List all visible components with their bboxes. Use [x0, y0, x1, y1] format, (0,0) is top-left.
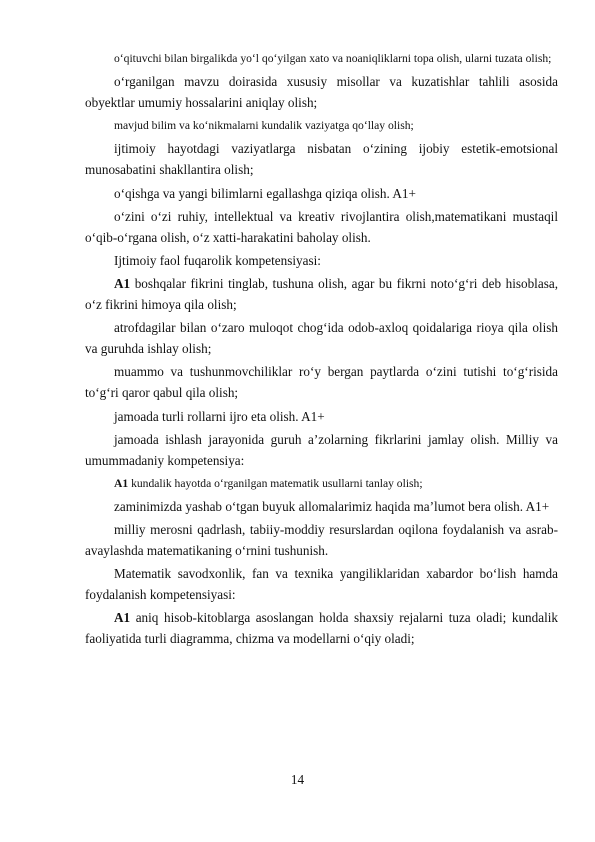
level-label: A1 — [114, 610, 131, 626]
section-heading-math-literacy: Matematik savodxonlik, fan va texnika yangiliklaridan xabardor bo‘lish hamda foydalanish kompetensiyasi: — [85, 566, 558, 603]
page-number: 14 — [290, 772, 305, 787]
paragraph-2: o‘rganilgan mavzu doirasida xususiy misollar va kuzatishlar tahlili asosida obyektlar umumiy hossalarini aniqlay olish; — [85, 74, 558, 111]
document-body — [85, 48, 558, 652]
paragraph-11: jamoada turli rollarni ijro eta olish. A1+ — [114, 408, 325, 424]
paragraph-15: milliy merosni qadrlash, tabiiy-moddiy resurslardan oqilona foydalanish va asrab-avaylashda matematikaning o‘rnini tushunish. — [85, 521, 558, 559]
paragraph-8: A1 boshqalar fikrini tinglab, tushuna olish, agar bu fikrni noto‘g‘ri deb hisoblasa, o‘z fikrini himoya qila olish; — [85, 275, 558, 313]
paragraph-4: ijtimoiy hayotdagi vaziyatlarga nisbatan o‘zining ijobiy estetik-emotsional munosabatini shakllantira olish; — [85, 141, 558, 178]
paragraph-1: o‘qituvchi bilan birgalikda yo‘l qo‘yilgan xato va noaniqliklarni topa olish, ularni tuzata olish; — [114, 52, 552, 65]
paragraph-17: A1 aniq hisob-kitoblarga asoslangan holda shaxsiy rejalarni tuza oladi; kundalik faoliyatida turli diagramma, chizma va modellarni o‘qiy oladi; — [85, 610, 558, 647]
paragraph-3: mavjud bilim va ko‘nikmalarni kundalik vaziyatga qo‘llay olish; — [114, 119, 414, 133]
paragraph-13: A1 kundalik hayotda o‘rganilgan matematik usullarni tanlay olish; — [114, 476, 423, 490]
paragraph-5: o‘qishga va yangi bilimlarni egallashga qiziqa olish. A1+ — [114, 185, 416, 201]
section-heading-civic: Ijtimoiy faol fuqarolik kompetensiyasi: — [114, 252, 321, 268]
paragraph-14: zaminimizda yashab o‘tgan buyuk allomalarimiz haqida ma’lumot bera olish. A1+ — [114, 498, 550, 514]
paragraph-10: muammo va tushunmovchiliklar ro‘y bergan paytlarda o‘zini tutishi to‘g‘risida to‘g‘ri qaror qabul qila olish; — [85, 364, 558, 401]
level-label: A1 — [114, 476, 129, 490]
paragraph-9: atrofdagilar bilan o‘zaro muloqot chog‘ida odob-axloq qoidalariga rioya qila olish va guruhda ishlay olish; — [85, 320, 558, 357]
level-label: A1 — [114, 275, 131, 291]
paragraph-6: o‘zini o‘zi ruhiy, intellektual va kreativ rivojlantira olish,matematikani mustaqil o‘qib-o‘rgana olish, o‘z xatti-harakatini baholay olish. — [85, 208, 558, 245]
paragraph-12: jamoada ishlash jarayonida guruh a’zolarning fikrlarini jamlay olish. Milliy va umummadaniy kompetensiya: — [85, 431, 558, 468]
